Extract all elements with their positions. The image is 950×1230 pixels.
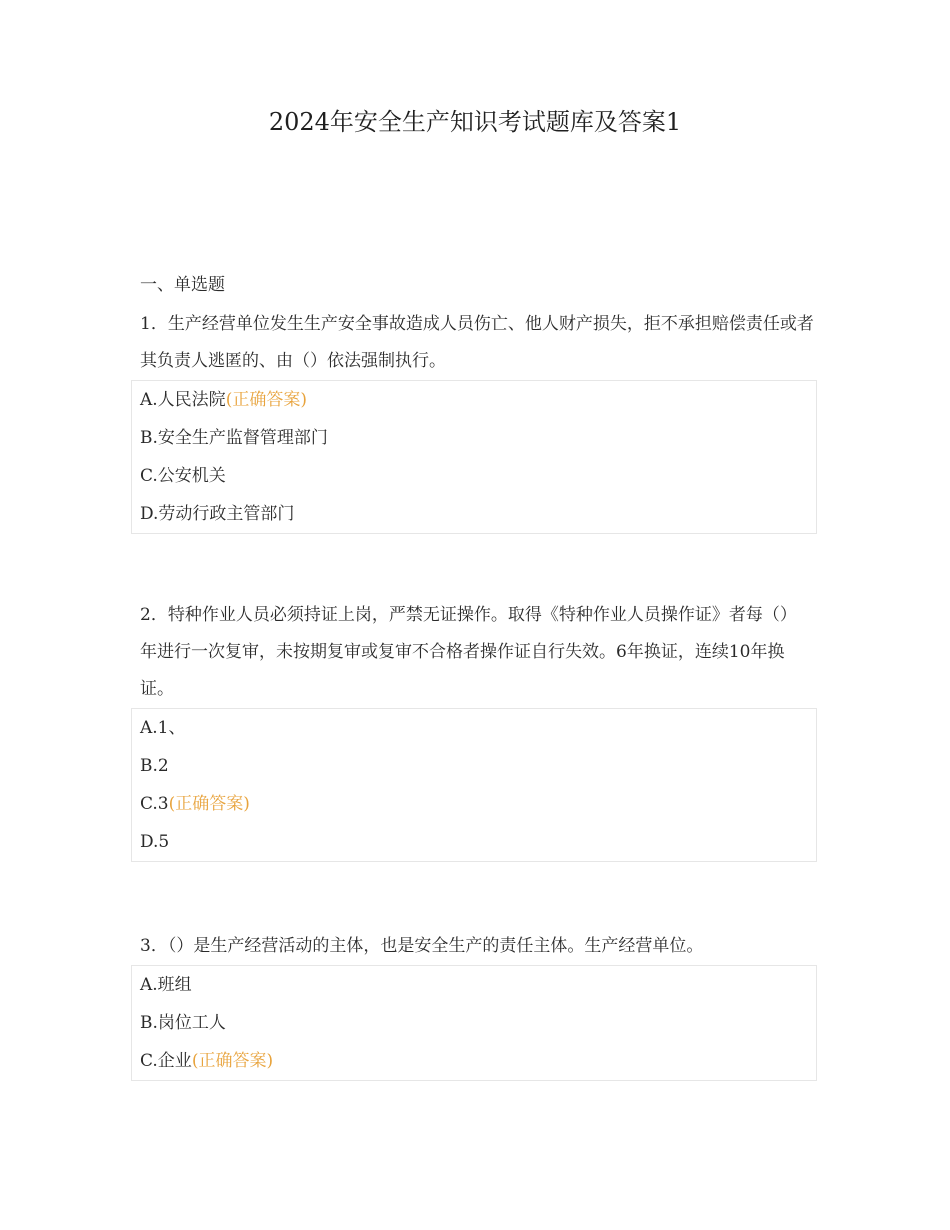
correct-answer-mark: (正确答案)	[191, 1051, 274, 1071]
option-b[interactable]	[140, 1004, 808, 1042]
option-label: C.3	[140, 794, 169, 814]
option-label: A.人民法院	[140, 390, 226, 410]
question-3	[140, 928, 815, 1081]
option-label: C.企业	[140, 1051, 192, 1071]
option-label: D.5	[140, 832, 170, 852]
question-text: 3．（）是生产经营活动的主体，也是安全生产的责任主体。生产经营单位。	[140, 936, 704, 956]
option-d[interactable]	[140, 823, 808, 861]
question-2	[140, 597, 815, 862]
options-box	[131, 708, 817, 862]
option-a[interactable]	[140, 381, 808, 419]
section-heading: 一、单选题	[140, 275, 225, 295]
document-title: 2024年安全生产知识考试题库及答案1	[268, 108, 682, 136]
option-c[interactable]	[140, 457, 808, 495]
option-label: D.劳动行政主管部门	[140, 504, 295, 524]
option-d[interactable]	[140, 495, 808, 533]
option-a[interactable]	[140, 709, 808, 747]
question-text: 1．生产经营单位发生生产安全事故造成人员伤亡、他人财产损失，拒不承担赔偿责任或者其负责人逃匿的、由（）依法强制执行。	[140, 314, 814, 371]
correct-answer-mark: (正确答案)	[168, 794, 250, 814]
option-label: C.公安机关	[140, 466, 226, 486]
option-label: B.2	[140, 756, 169, 776]
question-text: 2．特种作业人员必须持证上岗，严禁无证操作。取得《特种作业人员操作证》者每（） 年进行一次复审，未按期复审或复审不合格者操作证自行失效。6年换证，连续10年换证。	[140, 605, 797, 699]
options-box	[131, 965, 817, 1081]
option-a[interactable]	[140, 966, 808, 1004]
option-label: B.安全生产监督管理部门	[140, 428, 328, 448]
option-label: B.岗位工人	[140, 1013, 226, 1033]
question-1	[140, 306, 815, 534]
option-label: A.班组	[140, 975, 192, 995]
option-b[interactable]	[140, 419, 808, 457]
option-b[interactable]	[140, 747, 808, 785]
option-c[interactable]	[140, 785, 808, 823]
option-c[interactable]	[140, 1042, 808, 1080]
option-label: A.1、	[140, 718, 186, 738]
correct-answer-mark: (正确答案)	[225, 390, 307, 410]
options-box	[131, 380, 817, 534]
